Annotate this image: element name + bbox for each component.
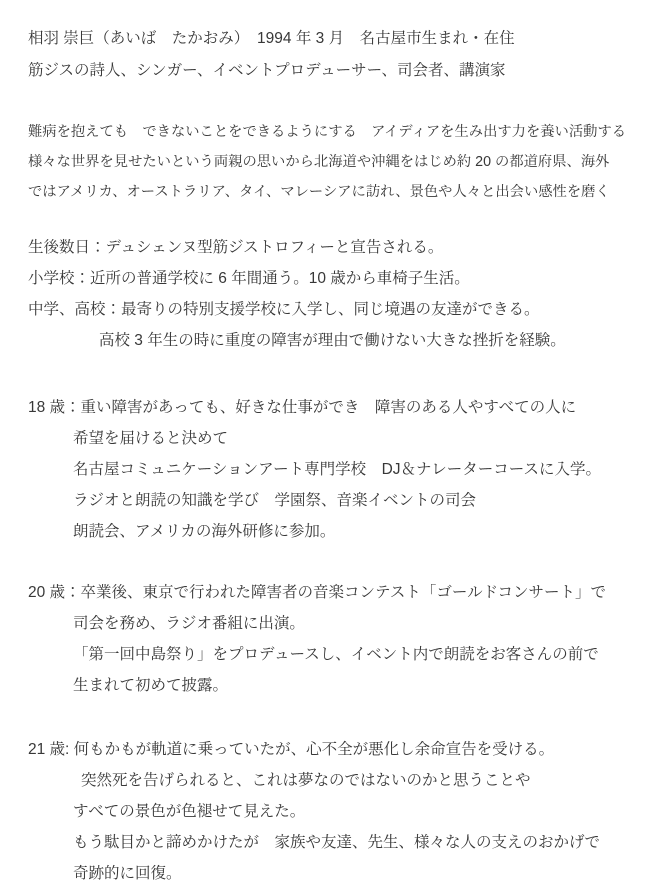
timeline-line: 奇跡的に回復。 [73,865,182,882]
timeline-line: 小学校：近所の普通学校に 6 年間通う。10 歳から車椅子生活。 [28,270,470,287]
intro-line: 様々な世界を見せたいという両親の思いから北海道や沖縄をはじめ約 20 の都道府県、海外 [28,154,610,170]
profile-header [28,23,653,87]
timeline-line: 司会を務め、ラジオ番組に出演。 [73,615,305,632]
timeline-age-20 [28,577,653,701]
timeline-line: 生まれて初めて披露。 [73,677,229,694]
profile-roles-line: 筋ジスの詩人、シンガー、イベントプロデューサー、司会者、講演家 [28,62,506,79]
timeline-line: 18 歳：重い障害があっても、好きな仕事ができ 障害のある人やすべての人に [28,399,577,416]
timeline-line: 高校 3 年生の時に重度の障害が理由で働けない大きな挫折を経験。 [99,332,566,349]
timeline-line: 20 歳：卒業後、東京で行われた障害者の音楽コンテスト「ゴールドコンサート」で [28,584,606,601]
timeline-age-18 [28,392,653,547]
timeline-line: すべての景色が色褪せて見えた。 [73,803,306,820]
timeline-line: 「第一回中島祭り」をプロデュースし、イベント内で朗読をお客さんの前で [73,646,599,663]
timeline-line: 希望を届けると決めて [73,430,229,447]
timeline-line: 生後数日：デュシェンヌ型筋ジストロフィーと宣告される。 [28,239,444,256]
timeline-line: もう駄目かと諦めかけたが 家族や友達、先生、様々な人の支えのおかげで [73,834,601,851]
timeline-line: 中学、高校：最寄りの特別支援学校に入学し、同じ境遇の友達ができる。 [28,301,540,318]
timeline-line: 朗読会、アメリカの海外研修に参加。 [73,523,336,540]
timeline-age-21 [28,734,653,887]
timeline-childhood [28,232,653,356]
intro-paragraph [28,117,653,207]
timeline-line: 突然死を告げられると、これは夢なのではないのかと思うことや [81,772,531,789]
profile-name-line: 相羽 崇巨（あいば たかおみ） 1994 年 3 月 名古屋市生まれ・在住 [28,30,515,47]
timeline-line: 21 歳: 何もかもが軌道に乗っていたが、心不全が悪化し余命宣告を受ける。 [28,741,555,758]
intro-line: ではアメリカ、オーストラリア、タイ、マレーシアに訪れ、景色や人々と出会い感性を磨く [28,184,610,200]
timeline-line: ラジオと朗読の知識を学び 学園祭、音楽イベントの司会 [73,492,477,509]
intro-line: 難病を抱えても できないことをできるようにする アイディアを生み出す力を養い活動する [28,124,627,140]
timeline-line: 名古屋コミュニケーションアート専門学校 DJ＆ナレーターコースに入学。 [73,461,601,478]
